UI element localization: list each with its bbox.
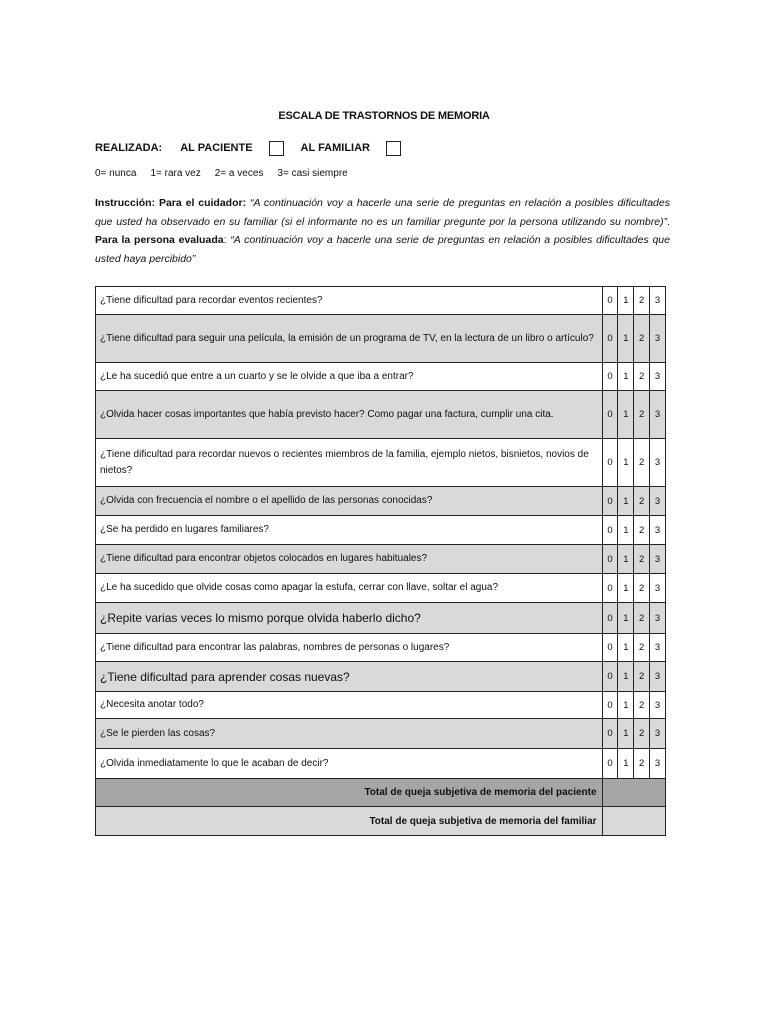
checkbox-familiar[interactable]	[386, 141, 401, 156]
question-text: ¿Tiene dificultad para encontrar objetos colocados en lugares habituales?	[96, 545, 603, 574]
question-text: ¿Tiene dificultad para recordar eventos recientes?	[96, 287, 603, 315]
score-option-1[interactable]: 1	[618, 603, 634, 634]
scale-item-2: 2= a veces	[214, 168, 264, 179]
score-option-0[interactable]: 0	[602, 287, 618, 315]
score-option-3[interactable]: 3	[650, 662, 666, 692]
score-option-0[interactable]: 0	[602, 439, 618, 487]
instruction-label: Instrucción:	[95, 197, 156, 209]
score-option-1[interactable]: 1	[618, 487, 634, 516]
table-row	[96, 391, 666, 439]
total-familiar-row	[96, 807, 666, 836]
score-option-0[interactable]: 0	[602, 545, 618, 574]
score-option-2[interactable]: 2	[634, 439, 650, 487]
score-option-3[interactable]: 3	[650, 487, 666, 516]
score-option-2[interactable]: 2	[634, 749, 650, 779]
score-option-3[interactable]: 3	[650, 287, 666, 315]
score-option-3[interactable]: 3	[650, 363, 666, 391]
table-row	[96, 545, 666, 574]
score-option-3[interactable]: 3	[650, 603, 666, 634]
total-paciente-row	[96, 779, 666, 807]
table-row	[96, 662, 666, 692]
scale-item-0: 0= nunca	[95, 168, 137, 179]
score-option-2[interactable]: 2	[634, 516, 650, 545]
total-paciente-label: Total de queja subjetiva de memoria del paciente	[96, 779, 603, 807]
evaluada-text: “A continuación voy a hacerle una serie de preguntas en relación a posibles dificultades que usted haya percibido”	[95, 234, 670, 265]
scale-item-1: 1= rara vez	[150, 168, 201, 179]
question-text: ¿Tiene dificultad para seguir una película, la emisión de un programa de TV, en la lectura de un libro o artículo?	[96, 315, 603, 363]
score-option-1[interactable]: 1	[618, 439, 634, 487]
table-row	[96, 287, 666, 315]
score-option-1[interactable]: 1	[618, 574, 634, 603]
question-text: ¿Olvida inmediatamente lo que le acaban de decir?	[96, 749, 603, 779]
score-option-1[interactable]: 1	[618, 287, 634, 315]
option-paciente-label: AL PACIENTE	[180, 142, 253, 154]
table-row	[96, 634, 666, 662]
score-option-0[interactable]: 0	[602, 692, 618, 719]
table-row	[96, 692, 666, 719]
score-option-1[interactable]: 1	[618, 516, 634, 545]
total-familiar-value[interactable]	[602, 807, 665, 836]
table-row	[96, 719, 666, 749]
score-option-1[interactable]: 1	[618, 391, 634, 439]
evaluada-label: Para la persona evaluada	[95, 234, 224, 246]
score-option-0[interactable]: 0	[602, 315, 618, 363]
score-option-3[interactable]: 3	[650, 719, 666, 749]
table-row	[96, 516, 666, 545]
scale-item-3: 3= casi siempre	[277, 168, 348, 179]
score-option-0[interactable]: 0	[602, 603, 618, 634]
question-text: ¿Olvida con frecuencia el nombre o el apellido de las personas conocidas?	[96, 487, 603, 516]
question-text: ¿Repite varias veces lo mismo porque olvida haberlo dicho?	[96, 603, 603, 634]
question-text: ¿Se le pierden las cosas?	[96, 719, 603, 749]
score-option-0[interactable]: 0	[602, 749, 618, 779]
score-option-1[interactable]: 1	[618, 363, 634, 391]
table-row	[96, 487, 666, 516]
score-option-0[interactable]: 0	[602, 634, 618, 662]
score-option-0[interactable]: 0	[602, 574, 618, 603]
question-text: ¿Tiene dificultad para recordar nuevos o recientes miembros de la familia, ejemplo nietos, bisnietos, novios de nietos?	[96, 439, 603, 487]
question-text: ¿Tiene dificultad para aprender cosas nuevas?	[96, 662, 603, 692]
score-option-3[interactable]: 3	[650, 749, 666, 779]
score-option-2[interactable]: 2	[634, 391, 650, 439]
score-option-2[interactable]: 2	[634, 603, 650, 634]
score-option-1[interactable]: 1	[618, 315, 634, 363]
question-text: ¿Necesita anotar todo?	[96, 692, 603, 719]
score-option-3[interactable]: 3	[650, 439, 666, 487]
score-option-1[interactable]: 1	[618, 662, 634, 692]
table-row	[96, 363, 666, 391]
realizada-row	[95, 137, 418, 159]
question-text: ¿Le ha sucedido que olvide cosas como apagar la estufa, cerrar con llave, soltar el agua?	[96, 574, 603, 603]
score-option-2[interactable]: 2	[634, 287, 650, 315]
score-option-0[interactable]: 0	[602, 487, 618, 516]
table-row	[96, 603, 666, 634]
question-text: ¿Tiene dificultad para encontrar las palabras, nombres de personas o lugares?	[96, 634, 603, 662]
score-option-3[interactable]: 3	[650, 574, 666, 603]
cuidador-label: Para el cuidador:	[158, 197, 247, 209]
questionnaire-table	[95, 286, 666, 836]
score-option-0[interactable]: 0	[602, 516, 618, 545]
form-title: ESCALA DE TRASTORNOS DE MEMORIA	[278, 110, 490, 122]
score-option-0[interactable]: 0	[602, 363, 618, 391]
score-option-0[interactable]: 0	[602, 391, 618, 439]
score-option-3[interactable]: 3	[650, 545, 666, 574]
score-option-1[interactable]: 1	[618, 545, 634, 574]
score-option-1[interactable]: 1	[618, 692, 634, 719]
question-text: ¿Le ha sucedió que entre a un cuarto y se le olvide a que iba a entrar?	[96, 363, 603, 391]
score-option-3[interactable]: 3	[650, 315, 666, 363]
score-option-2[interactable]: 2	[634, 719, 650, 749]
table-row	[96, 315, 666, 363]
score-option-2[interactable]: 2	[634, 315, 650, 363]
score-option-2[interactable]: 2	[634, 662, 650, 692]
score-option-3[interactable]: 3	[650, 391, 666, 439]
score-option-2[interactable]: 2	[634, 692, 650, 719]
score-option-1[interactable]: 1	[618, 749, 634, 779]
table-row	[96, 574, 666, 603]
score-option-1[interactable]: 1	[618, 634, 634, 662]
score-option-3[interactable]: 3	[650, 634, 666, 662]
question-text: ¿Olvida hacer cosas importantes que había previsto hacer? Como pagar una factura, cumplir una cita.	[96, 391, 603, 439]
total-paciente-value[interactable]	[602, 779, 665, 807]
scale-legend	[95, 168, 348, 179]
realizada-label: REALIZADA:	[95, 142, 163, 154]
question-text: ¿Se ha perdido en lugares familiares?	[96, 516, 603, 545]
option-familiar-label: AL FAMILIAR	[300, 142, 371, 154]
score-option-1[interactable]: 1	[618, 719, 634, 749]
score-option-2[interactable]: 2	[634, 634, 650, 662]
checkbox-paciente[interactable]	[269, 141, 284, 156]
score-option-3[interactable]: 3	[650, 516, 666, 545]
cuidador-text: “A continuación voy a hacerle una serie de preguntas en relación a posibles dificultades que usted ha observado en su familiar (si el informante no es un familiar pregunte por la persona utilizando su nombre)”	[95, 197, 670, 228]
score-option-0[interactable]: 0	[602, 662, 618, 692]
score-option-2[interactable]: 2	[634, 545, 650, 574]
score-option-2[interactable]: 2	[634, 574, 650, 603]
instructions: Instrucción: Para el cuidador: “A continuación voy a hacerle una serie de preguntas en relación a posibles dificultades que usted ha observado en su familiar (si el informante no es un familiar pregunte por la persona utilizando su nombre)”. Para la persona evaluada: “A continuación voy a hacerle una serie de preguntas en relación a posibles dificultades que usted haya percibido”	[95, 197, 670, 265]
total-familiar-label: Total de queja subjetiva de memoria del familiar	[96, 807, 603, 836]
score-option-2[interactable]: 2	[634, 363, 650, 391]
score-option-0[interactable]: 0	[602, 719, 618, 749]
table-row	[96, 749, 666, 779]
score-option-3[interactable]: 3	[650, 692, 666, 719]
score-option-2[interactable]: 2	[634, 487, 650, 516]
table-row	[96, 439, 666, 487]
